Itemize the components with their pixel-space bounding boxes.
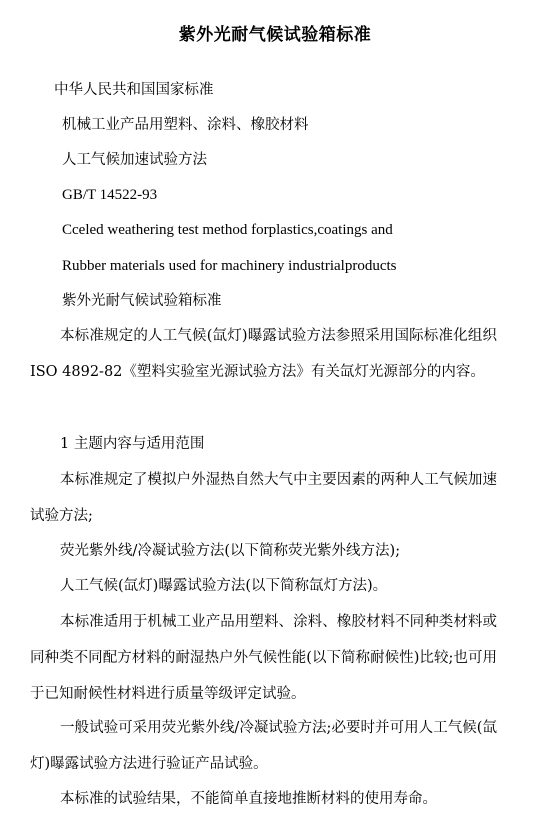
header-line-chamber-standard: 紫外光耐气候试验箱标准 bbox=[62, 293, 222, 309]
paragraph-applicability: 本标准适用于机械工业产品用塑料、涂料、橡胶材料不同种类材料或同种类不同配方材料的耐湿热户外气候性能(以下简称耐候性)比较;也可用于已知耐候性材料进行质量等级评定试验。 bbox=[30, 614, 497, 702]
paragraph-xenon-method: 人工气候(氙灯)曝露试验方法(以下简称氙灯方法)。 bbox=[60, 578, 388, 594]
header-line-national-standard: 中华人民共和国国家标准 bbox=[54, 82, 214, 98]
header-line-materials: 机械工业产品用塑料、涂料、橡胶材料 bbox=[62, 117, 309, 133]
paragraph-iso-reference: 本标准规定的人工气候(氙灯)曝露试验方法参照采用国际标准化组织 ISO 4892-82《塑料实验室光源试验方法》有关氙灯光源部分的内容。 bbox=[30, 328, 497, 380]
paragraph-general-testing: 一般试验可采用荧光紫外线/冷凝试验方法;必要时并可用人工气候(氙灯)曝露试验方法进行验证产品试验。 bbox=[30, 720, 497, 772]
header-line-english-title-1: Cceled weathering test method forplastics,coatings and bbox=[62, 222, 393, 238]
paragraph-two-methods: 本标准规定了模拟户外湿热自然大气中主要因素的两种人工气候加速试验方法; bbox=[30, 472, 497, 524]
header-line-standard-number: GB/T 14522-93 bbox=[62, 187, 158, 203]
paragraph-fluorescent-method: 荧光紫外线/冷凝试验方法(以下简称荧光紫外线方法); bbox=[60, 543, 401, 559]
section-heading-scope: 1 主题内容与适用范围 bbox=[60, 436, 205, 452]
document-title: 紫外光耐气候试验箱标准 bbox=[178, 25, 372, 45]
header-line-english-title-2: Rubber materials used for machinery industrialproducts bbox=[62, 258, 397, 274]
header-line-test-method: 人工气候加速试验方法 bbox=[62, 152, 207, 168]
paragraph-results-note: 本标准的试验结果，不能简单直接地推断材料的使用寿命。 bbox=[60, 791, 437, 807]
